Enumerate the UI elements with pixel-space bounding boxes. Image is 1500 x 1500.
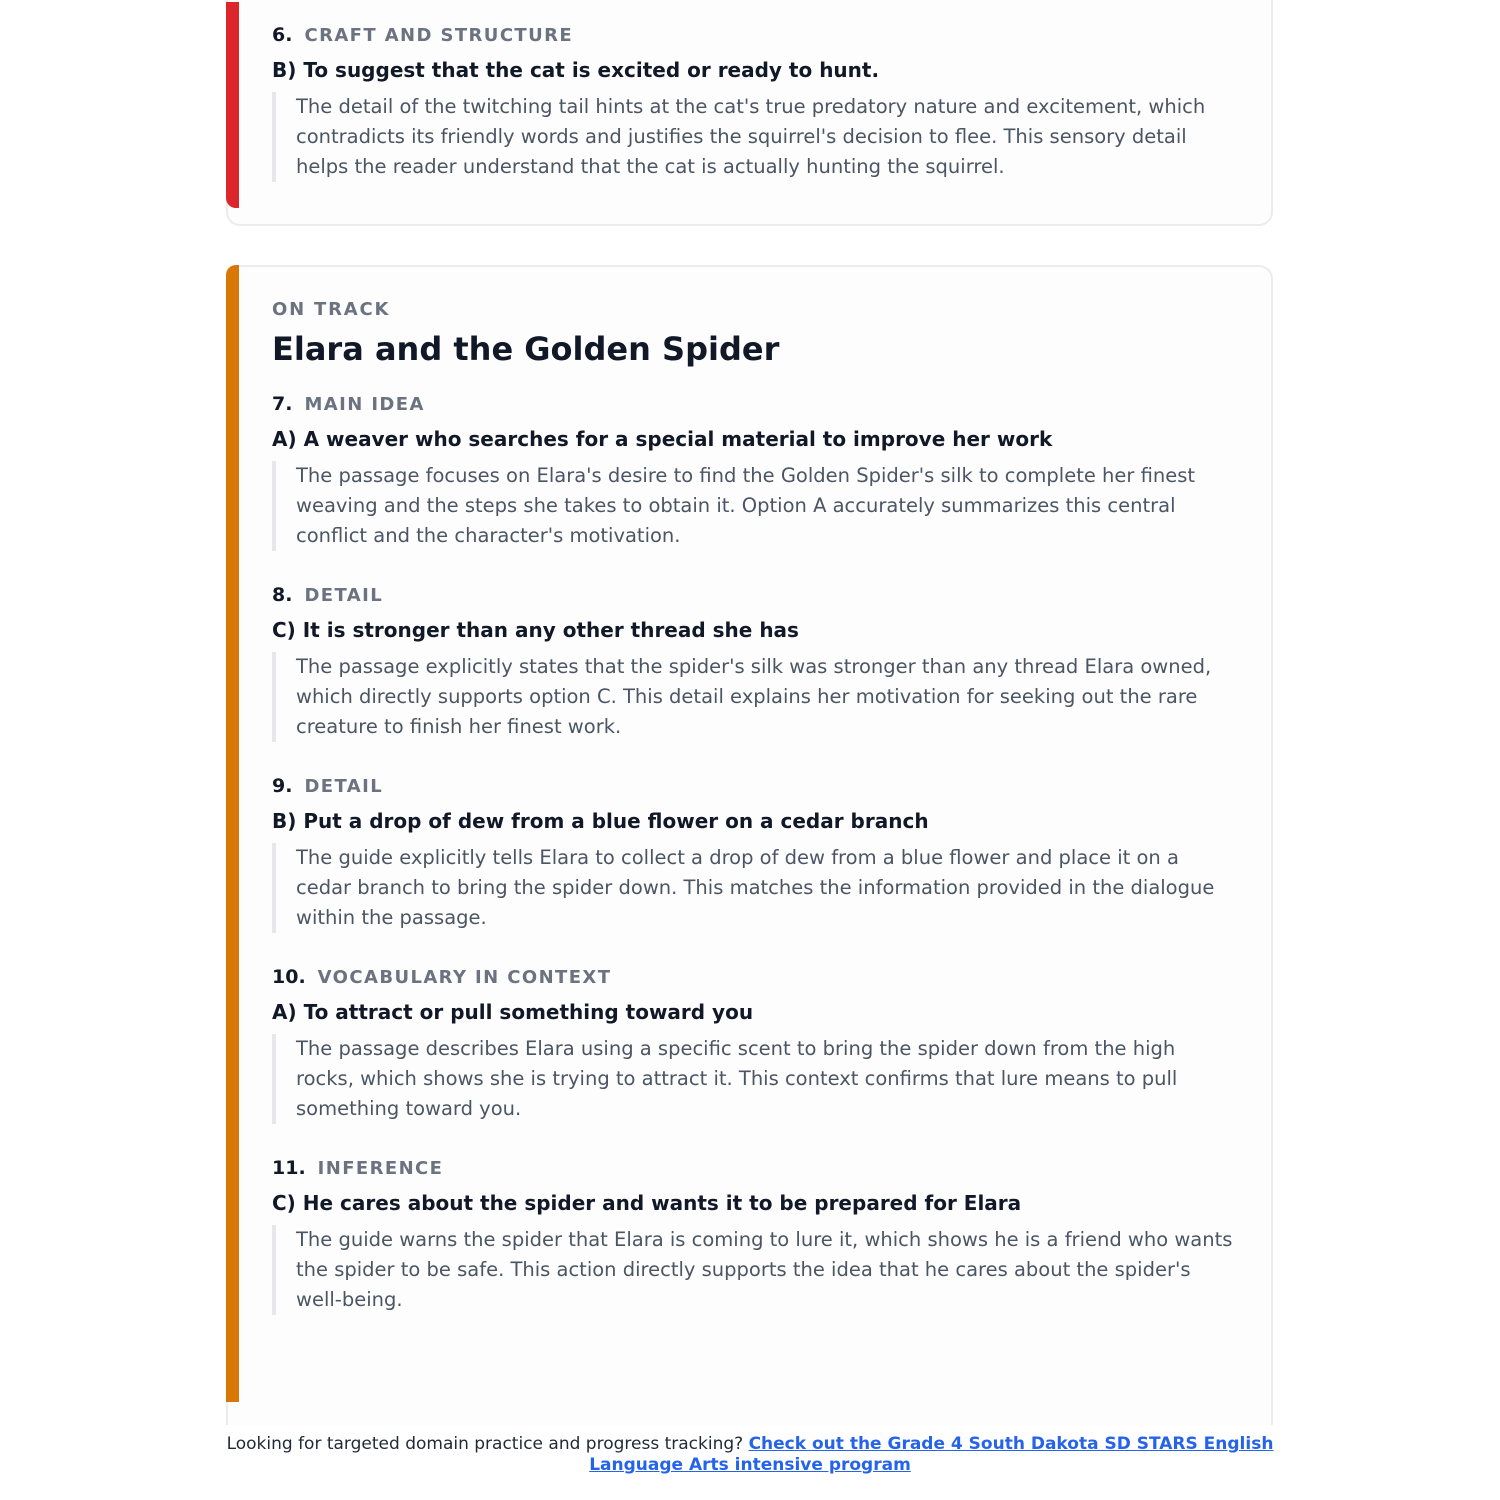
question-block [272,775,1235,933]
correct-answer: C) He cares about the spider and wants it to be prepared for Elara [272,1191,1022,1215]
question-block [272,24,1235,182]
question-number: 7. [272,393,293,415]
question-number: 6. [272,24,293,46]
question-header [272,775,1235,797]
result-card-previous [226,0,1273,226]
correct-answer: A) To attract or pull something toward you [272,1000,754,1024]
footer-promo [200,1434,1300,1476]
question-category: CRAFT AND STRUCTURE [304,25,574,46]
correct-answer: A) A weaver who searches for a special material to improve her work [272,427,1053,451]
status-label: ON TRACK [272,299,391,320]
status-accent-bar [226,2,239,208]
question-header [272,584,1235,606]
question-block [272,1157,1235,1315]
correct-answer: C) It is stronger than any other thread she has [272,618,799,642]
answer-explanation: The detail of the twitching tail hints at the cat's true predatory nature and excitement, which contradicts its friendly words and justifies the squirrel's decision to flee. This sensory detail helps the reader understand that the cat is actually hunting the squirrel. [272,92,1235,182]
question-block [272,393,1235,551]
answer-explanation: The guide explicitly tells Elara to collect a drop of dew from a blue flower and place it on a cedar branch to bring the spider down. This matches the information provided in the dialogue within the passage. [272,843,1235,933]
question-number: 11. [272,1157,306,1179]
correct-answer: B) To suggest that the cat is excited or ready to hunt. [272,58,880,82]
answer-explanation: The passage describes Elara using a specific scent to bring the spider down from the high rocks, which shows she is trying to attract it. This context confirms that lure means to pull something toward you. [272,1034,1235,1124]
question-block [272,966,1235,1124]
question-header [272,24,1235,46]
passage-title: Elara and the Golden Spider [272,330,780,368]
footer-text: Looking for targeted domain practice and progress tracking? [226,1434,744,1454]
question-header [272,1157,1235,1179]
question-category: DETAIL [304,776,384,797]
program-link[interactable]: Check out the Grade 4 South Dakota SD STARS English Language Arts intensive program [589,1434,1274,1475]
question-category: DETAIL [304,585,384,606]
answer-explanation: The guide warns the spider that Elara is coming to lure it, which shows he is a friend who wants the spider to be safe. This action directly supports the idea that he cares about the spider's well-being. [272,1225,1235,1315]
answer-explanation: The passage focuses on Elara's desire to find the Golden Spider's silk to complete her finest weaving and the steps she takes to obtain it. Option A accurately summarizes this central conflict and the character's motivation. [272,461,1235,551]
question-number: 10. [272,966,306,988]
card-content [272,299,1235,1315]
question-number: 8. [272,584,293,606]
question-category: MAIN IDEA [304,394,425,415]
question-category: VOCABULARY IN CONTEXT [317,967,612,988]
status-accent-bar [226,265,239,1402]
question-block [272,584,1235,742]
result-card-passage [226,265,1273,1425]
correct-answer: B) Put a drop of dew from a blue flower on a cedar branch [272,809,929,833]
question-number: 9. [272,775,293,797]
question-header [272,393,1235,415]
question-header [272,966,1235,988]
answer-explanation: The passage explicitly states that the spider's silk was stronger than any thread Elara owned, which directly supports option C. This detail explains her motivation for seeking out the rare creature to finish her finest work. [272,652,1235,742]
question-category: INFERENCE [317,1158,444,1179]
